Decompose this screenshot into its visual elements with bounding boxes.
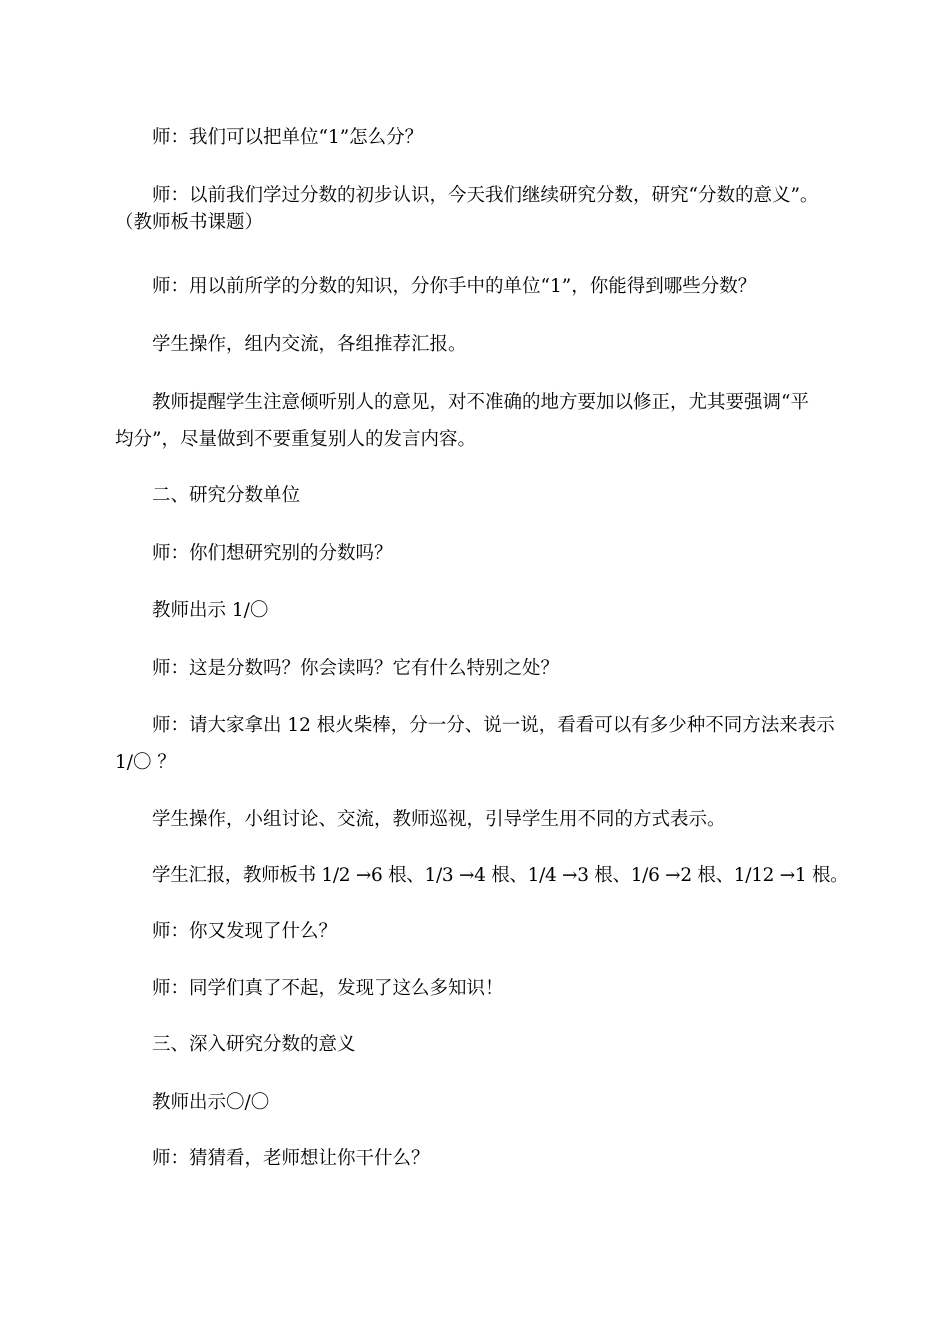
paragraph-5 (115, 384, 840, 458)
paragraph-line: 师：以前我们学过分数的初步认识，今天我们继续研究分数，研究“分数的意义”。 (152, 185, 819, 206)
paragraph-line: 师：猜猜看，老师想让你干什么？ (152, 1148, 430, 1169)
paragraph-line: 均分”，尽量做到不要重复别人的发言内容。 (115, 429, 476, 450)
paragraph-8 (115, 650, 840, 687)
paragraph-line: 师：这是分数吗？你会读吗？它有什么特别之处？ (152, 658, 560, 679)
paragraph-1 (115, 119, 840, 156)
paragraph-3 (115, 268, 840, 305)
paragraph-6 (115, 535, 840, 572)
paragraph-line: 师：我们可以把单位“1”怎么分？ (152, 127, 424, 148)
paragraph-line: 师：同学们真了不起，发现了这么多知识！ (152, 978, 504, 999)
paragraph-line: 师：请大家拿出 12 根火柴棒，分一分、说一说，看看可以有多少种不同方法来表示 (152, 715, 835, 736)
paragraph-line: 学生操作，组内交流，各组推荐汇报。 (152, 334, 467, 355)
paragraph-line: 三、深入研究分数的意义 (152, 1034, 356, 1055)
paragraph-line: 师：你们想研究别的分数吗？ (152, 543, 393, 564)
paragraph-line: 1/〇 ？ (115, 752, 176, 773)
paragraph-line: （教师板书课题） (115, 212, 264, 233)
paragraph-line: 学生汇报，教师板书 1/2 →6 根、1/3 →4 根、1/4 →3 根、1/6 →2 根、1/12 →1 根。 (152, 865, 849, 886)
section-heading-2 (115, 477, 840, 514)
paragraph-14 (115, 1084, 840, 1121)
paragraph-line: 师：你又发现了什么？ (152, 921, 338, 942)
paragraph-12 (115, 913, 840, 950)
paragraph-line: 学生操作，小组讨论、交流，教师巡视，引导学生用不同的方式表示。 (152, 809, 726, 830)
paragraph-9 (115, 707, 840, 781)
paragraph-line: 教师出示〇/〇 (152, 1092, 270, 1113)
paragraph-4 (115, 326, 840, 363)
paragraph-2 (115, 177, 840, 241)
paragraph-line: 二、研究分数单位 (152, 485, 301, 506)
paragraph-line: 师：用以前所学的分数的知识，分你手中的单位“1”，你能得到哪些分数？ (152, 276, 757, 297)
paragraph-11 (115, 857, 849, 894)
section-heading-3 (115, 1026, 840, 1063)
paragraph-13 (115, 970, 840, 1007)
paragraph-7 (115, 592, 840, 629)
paragraph-10 (115, 801, 840, 838)
paragraph-line: 教师提醒学生注意倾听别人的意见，对不准确的地方要加以修正，尤其要强调“平 (152, 392, 809, 413)
paragraph-15 (115, 1140, 840, 1177)
paragraph-line: 教师出示 1/〇 (152, 600, 269, 621)
